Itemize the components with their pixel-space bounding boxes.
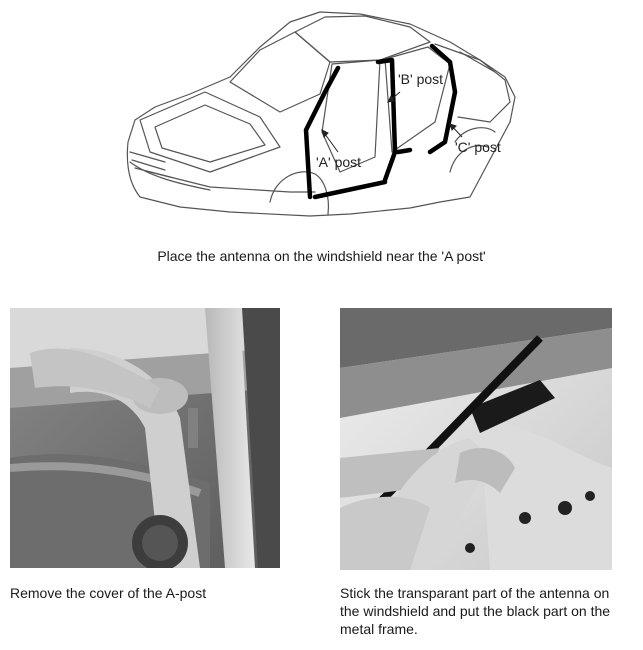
remove-cover-caption: Remove the cover of the A-post (10, 585, 207, 601)
figure-caption: Place the antenna on the windshield near the 'A post' (157, 248, 486, 264)
b-post-label: 'B' post (398, 71, 444, 87)
car-diagram (110, 2, 530, 234)
a-post-label: 'A' post (316, 154, 362, 170)
a-post-cover-photo (10, 308, 280, 568)
stick-antenna-caption: Stick the transparant part of the antenna on the windshield and put the black part on the metal frame. (340, 585, 611, 637)
c-post-label: 'C' post (455, 139, 501, 155)
antenna-placement-photo (340, 308, 612, 570)
